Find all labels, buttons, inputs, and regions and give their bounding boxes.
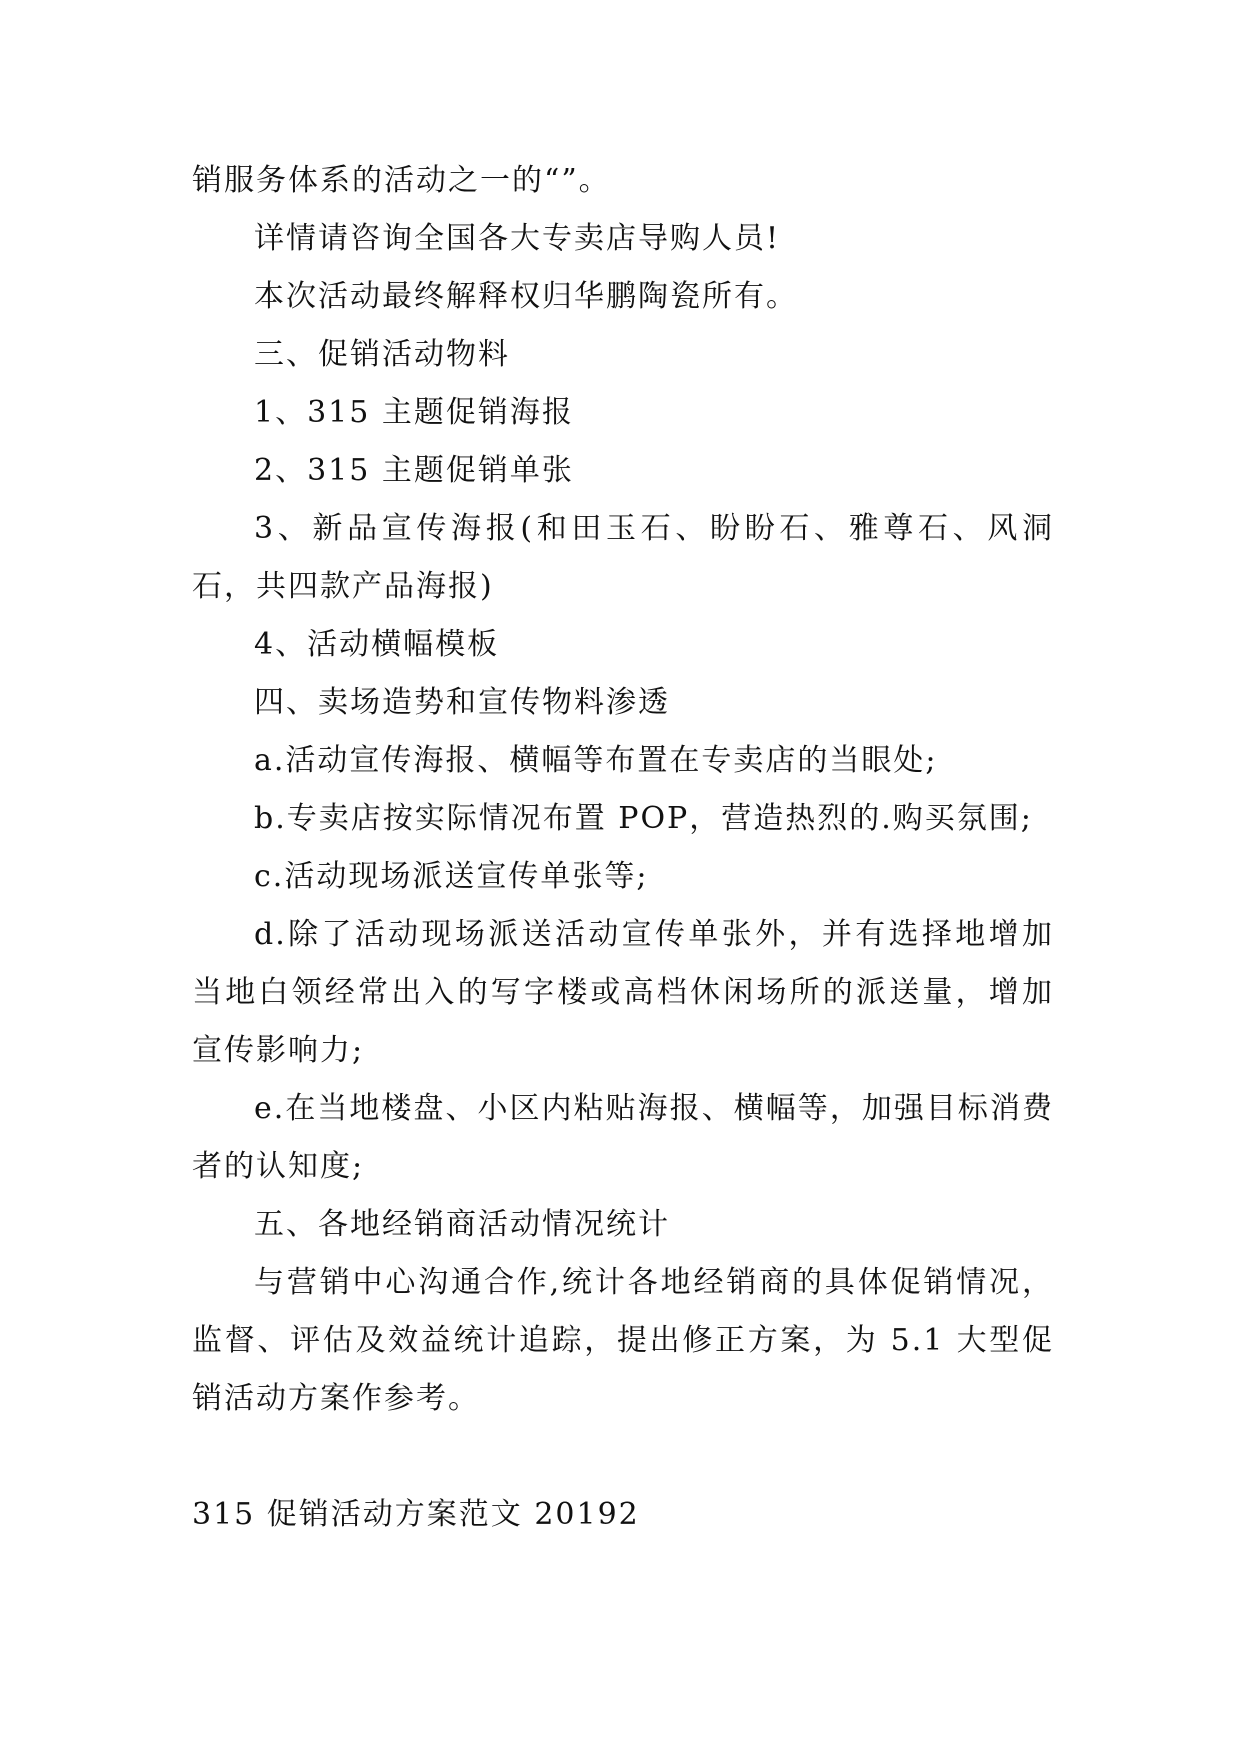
list-item-material-1: 1、315 主题促销海报 [254, 395, 574, 430]
list-item-material-2: 2、315 主题促销单张 [254, 453, 574, 488]
paragraph-rights: 本次活动最终解释权归华鹏陶瓷所有。 [254, 279, 798, 314]
list-item-material-3: 3、新品宣传海报(和田玉石、盼盼石、雅尊石、风洞石，共四款产品海报) [192, 511, 1054, 604]
list-item-promotion-b: b.专卖店按实际情况布置 POP，营造热烈的.购买氛围; [254, 801, 1033, 836]
paragraph-statistics: 与营销中心沟通合作,统计各地经销商的具体促销情况，监督、评估及效益统计追踪，提出修正方案，为 5.1 大型促销活动方案作参考。 [192, 1265, 1054, 1416]
paragraph-continuation: 销服务体系的活动之一的“”。 [192, 163, 611, 198]
list-item-promotion-c: c.活动现场派送宣传单张等; [254, 859, 649, 894]
section-heading-materials: 三、促销活动物料 [254, 337, 510, 372]
paragraph-gap [192, 1428, 1054, 1486]
paragraph-inquiry: 详情请咨询全国各大专卖店导购人员! [254, 221, 781, 256]
document-title: 315 促销活动方案范文 20192 [192, 1497, 640, 1532]
document-body [192, 152, 1054, 1544]
section-heading-statistics: 五、各地经销商活动情况统计 [254, 1207, 670, 1242]
section-heading-promotion: 四、卖场造势和宣传物料渗透 [254, 685, 670, 720]
list-item-material-4: 4、活动横幅模板 [254, 627, 500, 662]
list-item-promotion-d: d.除了活动现场派送活动宣传单张外，并有选择地增加当地白领经常出入的写字楼或高档休闲场所的派送量，增加宣传影响力; [192, 917, 1054, 1068]
list-item-promotion-e: e.在当地楼盘、小区内粘贴海报、横幅等，加强目标消费者的认知度; [192, 1091, 1054, 1184]
list-item-promotion-a: a.活动宣传海报、横幅等布置在专卖店的当眼处; [254, 743, 938, 778]
